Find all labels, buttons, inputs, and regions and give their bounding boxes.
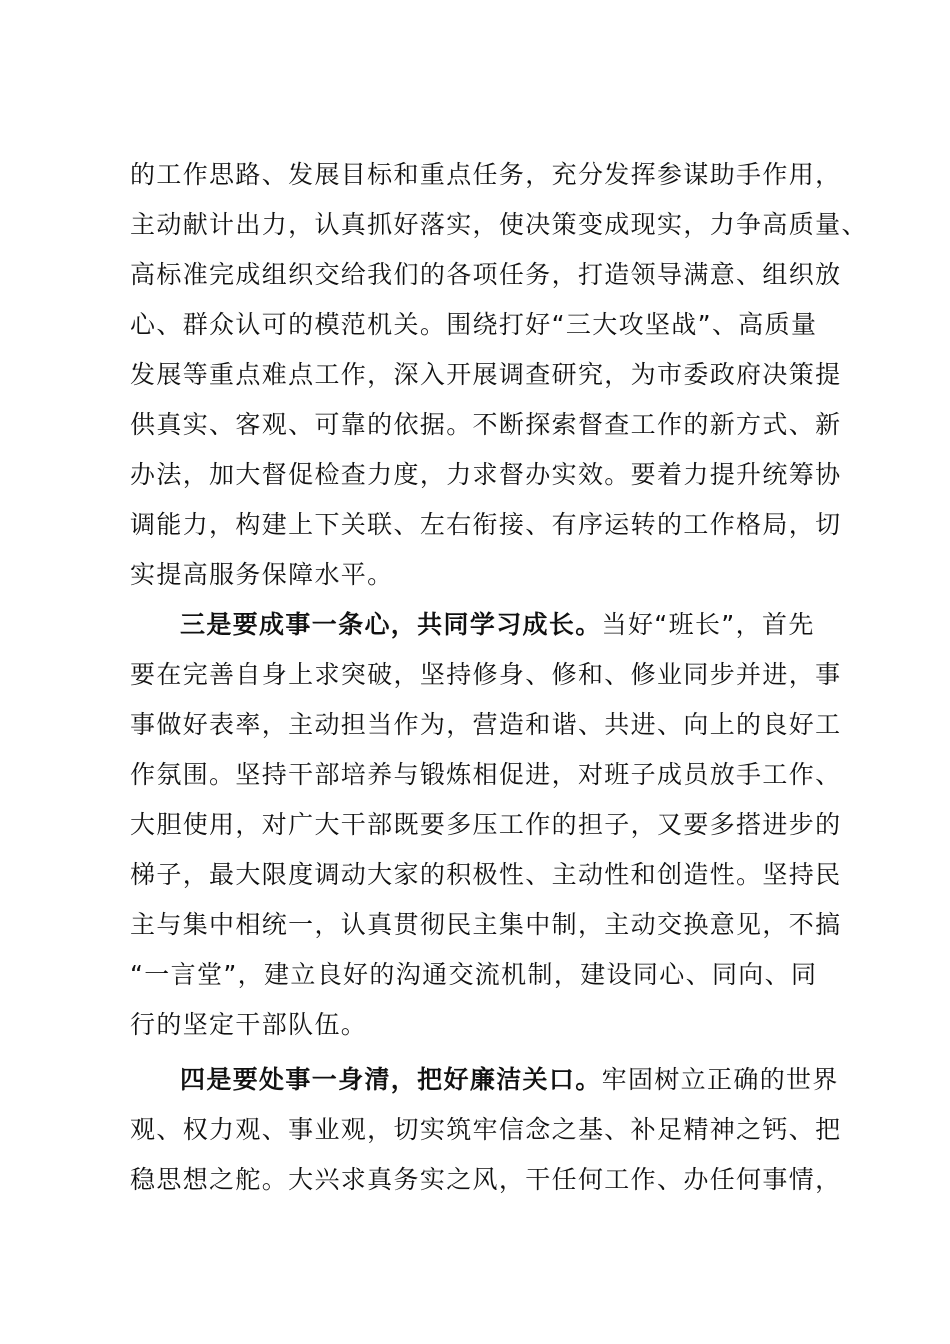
text-line: 的工作思路、发展目标和重点任务，充分发挥参谋助手作用， xyxy=(130,160,842,189)
paragraph-heading: 四是要处事一身清，把好廉洁关口。 xyxy=(180,1065,602,1094)
text-line: 实提高服务保障水平。 xyxy=(130,560,394,589)
text-line: 行的坚定干部队伍。 xyxy=(130,1010,368,1039)
text-line: 稳思想之舵。大兴求真务实之风，干任何工作、办任何事情， xyxy=(130,1165,842,1194)
text-line: 发展等重点难点工作，深入开展调查研究，为市委政府决策提 xyxy=(130,360,842,389)
text-line: “一言堂”，建立良好的沟通交流机制，建设同心、同向、同 xyxy=(130,960,818,989)
text-line: 要在完善自身上求突破，坚持修身、修和、修业同步并进，事 xyxy=(130,660,842,689)
paragraph-first-line xyxy=(180,1055,839,1105)
text-line: 心、群众认可的模范机关。围绕打好“三大攻坚战”、高质量 xyxy=(130,310,818,339)
paragraph-opening-text: 牢固树立正确的世界 xyxy=(601,1065,839,1094)
text-line: 高标准完成组织交给我们的各项任务，打造领导满意、组织放 xyxy=(130,260,842,289)
text-line: 梯子，最大限度调动大家的积极性、主动性和创造性。坚持民 xyxy=(130,860,842,889)
text-line: 调能力，构建上下关联、左右衔接、有序运转的工作格局，切 xyxy=(130,510,842,539)
text-line: 供真实、客观、可靠的依据。不断探索督查工作的新方式、新 xyxy=(130,410,842,439)
text-line: 观、权力观、事业观，切实筑牢信念之基、补足精神之钙、把 xyxy=(130,1115,842,1144)
paragraph-opening-text: 当好“班长”，首先 xyxy=(601,610,815,639)
paragraph-first-line xyxy=(180,600,830,650)
paragraph-heading: 三是要成事一条心，共同学习成长。 xyxy=(180,610,602,639)
text-line: 事做好表率，主动担当作为，营造和谐、共进、向上的良好工 xyxy=(130,710,842,739)
text-line: 大胆使用，对广大干部既要多压工作的担子，又要多搭进步的 xyxy=(130,810,842,839)
text-line: 主动献计出力，认真抓好落实，使决策变成现实，力争高质量、 xyxy=(130,210,868,239)
text-line: 作氛围。坚持干部培养与锻炼相促进，对班子成员放手工作、 xyxy=(130,760,842,789)
text-line: 主与集中相统一，认真贯彻民主集中制，主动交换意见，不搞 xyxy=(130,910,842,939)
text-line: 办法，加大督促检查力度，力求督办实效。要着力提升统筹协 xyxy=(130,460,842,489)
